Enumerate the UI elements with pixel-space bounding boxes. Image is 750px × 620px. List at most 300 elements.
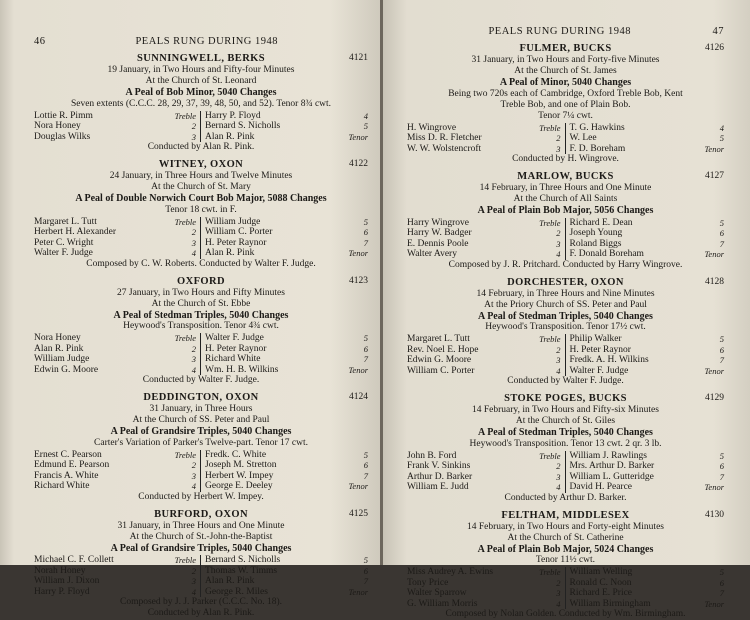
ringer-name: Bernard S. Nicholls (205, 555, 280, 566)
bell-number: 5 (346, 333, 368, 344)
bell-number: 2 (174, 566, 196, 577)
ringer-row (34, 227, 196, 238)
bell-number: Tenor (702, 366, 724, 377)
ringer-name: Bernard S. Nicholls (205, 121, 280, 132)
ringer-name: Richard White (34, 481, 90, 492)
peal-number: 4126 (705, 43, 724, 53)
bell-number: Treble (539, 334, 561, 345)
band-column (566, 567, 725, 609)
page-number: 46 (34, 36, 46, 47)
bell-number: 4 (174, 587, 196, 598)
band-table (407, 567, 724, 609)
ringer-name: Harry Wingrove (407, 218, 469, 229)
ringer-name: H. Wingrove (407, 123, 456, 134)
bell-number: 6 (346, 344, 368, 355)
bell-number: 4 (346, 111, 368, 122)
peal-location: MARLOW, BUCKS (407, 171, 724, 183)
ringer-row (205, 460, 368, 471)
ringer-name: F. D. Boreham (570, 144, 626, 155)
running-header (407, 26, 724, 37)
peal-date-place: At the Church of St.-John-the-Baptist (34, 532, 368, 543)
peal-location: DORCHESTER, OXON (407, 277, 724, 289)
ringer-name: Walter F. Judge (205, 333, 264, 344)
bell-number: 2 (174, 344, 196, 355)
ringer-row (407, 355, 561, 366)
bell-number: 5 (702, 334, 724, 345)
ringer-name: Francis A. White (34, 471, 98, 482)
ringer-row (205, 121, 368, 132)
bell-number: 3 (539, 355, 561, 366)
peal-date-place: At the Church of St. Catherine (407, 533, 724, 544)
ringer-row (407, 345, 561, 356)
bell-number: 6 (702, 461, 724, 472)
conductor-line: Conducted by Arthur D. Barker. (407, 493, 724, 504)
bell-number: 3 (174, 354, 196, 365)
ringer-name: Walter F. Judge (34, 248, 93, 259)
bell-number: 5 (346, 450, 368, 461)
ringer-name: William Birmingham (570, 599, 651, 610)
peal-method: A Peal of Stedman Triples, 5040 Changes (407, 427, 724, 439)
band-column (566, 451, 725, 493)
ringer-row (570, 599, 725, 610)
ringer-row (570, 355, 725, 366)
peal-details: Carter's Variation of Parker's Twelve-part. Tenor 17 cwt. (34, 438, 368, 449)
bell-number: 3 (174, 576, 196, 587)
bell-number: 7 (346, 471, 368, 482)
peal-location: BURFORD, OXON (34, 509, 368, 521)
bell-number: Tenor (702, 482, 724, 493)
ringer-row (407, 451, 561, 462)
peal-location: SUNNINGWELL, BERKS (34, 53, 368, 65)
peal-date-place: At the Church of SS. Peter and Paul (34, 415, 368, 426)
peal-location: WITNEY, OXON (34, 159, 368, 171)
ringer-name: Harry P. Floyd (34, 587, 90, 598)
peal-date-place: 19 January, in Two Hours and Fifty-four Minutes (34, 65, 368, 76)
peal-entry (34, 53, 368, 153)
band-table (34, 111, 368, 143)
ringer-name: E. Dennis Poole (407, 239, 468, 250)
peal-method: A Peal of Plain Bob Major, 5056 Changes (407, 205, 724, 217)
ringer-row (34, 333, 196, 344)
ringer-name: Douglas Wilks (34, 132, 90, 143)
bell-number: 4 (539, 366, 561, 377)
ringer-row (34, 576, 196, 587)
bell-number: 5 (702, 451, 724, 462)
ringer-row (34, 248, 196, 259)
ringer-row (34, 111, 196, 122)
ringer-name: William J. Dixon (34, 576, 99, 587)
bell-number: Treble (174, 217, 196, 228)
bell-number: 6 (702, 228, 724, 239)
ringer-name: Walter Sparrow (407, 588, 467, 599)
ringer-name: Harry W. Badger (407, 228, 472, 239)
band-column (407, 451, 566, 493)
bell-number: 5 (346, 555, 368, 566)
ringer-name: Richard E. Dean (570, 218, 633, 229)
ringer-name: Edwin G. Moore (407, 355, 471, 366)
ringer-row (205, 566, 368, 577)
bell-number: Treble (174, 111, 196, 122)
ringer-row (570, 461, 725, 472)
peal-location: FULMER, BUCKS (407, 43, 724, 55)
running-head: PEALS RUNG DURING 1948 (46, 36, 369, 47)
ringer-name: Nora Honey (34, 121, 81, 132)
bell-number: 3 (539, 472, 561, 483)
bell-number: 3 (539, 588, 561, 599)
peal-number: 4122 (349, 159, 368, 169)
ringer-row (570, 228, 725, 239)
ringer-row (205, 354, 368, 365)
bell-number: Treble (174, 555, 196, 566)
bell-number: 4 (174, 365, 196, 376)
ringer-row (205, 344, 368, 355)
bell-number: Treble (539, 123, 561, 134)
bell-number: 4 (702, 123, 724, 134)
ringer-name: Joseph Young (570, 228, 623, 239)
ringer-name: Michael C. F. Collett (34, 555, 114, 566)
running-head: PEALS RUNG DURING 1948 (407, 26, 713, 37)
bell-number: 7 (702, 472, 724, 483)
ringer-name: Nora Honey (34, 333, 81, 344)
ringer-name: Mrs. Arthur D. Barker (570, 461, 655, 472)
bell-number: 2 (539, 461, 561, 472)
ringer-name: William Judge (205, 217, 260, 228)
peal-method: A Peal of Bob Minor, 5040 Changes (34, 87, 368, 99)
ringer-name: Walter Avery (407, 249, 457, 260)
band-column (201, 217, 368, 259)
band-table (407, 451, 724, 493)
bell-number: 3 (174, 238, 196, 249)
ringer-row (205, 248, 368, 259)
peal-details: Being two 720s each of Cambridge, Oxford Treble Bob, Kent (407, 89, 724, 100)
ringer-row (34, 365, 196, 376)
bell-number: 2 (539, 228, 561, 239)
peal-location: FELTHAM, MIDDLESEX (407, 510, 724, 522)
ringer-row (205, 587, 368, 598)
conductor-line: Conducted by Walter F. Judge. (34, 375, 368, 386)
band-table (34, 217, 368, 259)
peal-method: A Peal of Grandsire Triples, 5040 Changes (34, 426, 368, 438)
ringer-name: Roland Biggs (570, 239, 622, 250)
peal-number: 4121 (349, 53, 368, 63)
ringer-row (407, 218, 561, 229)
peal-list (407, 43, 724, 620)
ringer-row (34, 354, 196, 365)
ringer-row (205, 333, 368, 344)
ringer-row (407, 228, 561, 239)
band-column (201, 333, 368, 375)
ringer-name: George E. Deeley (205, 481, 273, 492)
peal-details: Treble Bob, and one of Plain Bob. (407, 100, 724, 111)
peal-details: Tenor 18 cwt. in F. (34, 205, 368, 216)
bell-number: Treble (174, 333, 196, 344)
band-table (407, 334, 724, 376)
ringer-row (407, 567, 561, 578)
peal-date-place: 31 January, in Two Hours and Forty-five Minutes (407, 55, 724, 66)
ringer-row (570, 451, 725, 462)
peal-details: Heywood's Transposition. Tenor 4¾ cwt. (34, 321, 368, 332)
ringer-name: William J. Rawlings (570, 451, 647, 462)
peal-date-place: 14 February, in Three Hours and Nine Minutes (407, 289, 724, 300)
bell-number: 4 (174, 481, 196, 492)
ringer-name: Herbert W. Impey (205, 471, 273, 482)
ringer-row (407, 144, 561, 155)
ringer-row (570, 239, 725, 250)
band-table (34, 555, 368, 597)
bell-number: Tenor (702, 249, 724, 260)
peal-entry (34, 509, 368, 620)
ringer-row (407, 599, 561, 610)
peal-details: Seven extents (C.C.C. 28, 29, 37, 39, 48, 50, and 52). Tenor 8¾ cwt. (34, 99, 368, 110)
bell-number: Tenor (346, 365, 368, 376)
peal-date-place: At the Church of St. Ebbe (34, 299, 368, 310)
bell-number: Treble (539, 218, 561, 229)
peal-method: A Peal of Stedman Triples, 5040 Changes (407, 311, 724, 323)
right-page (383, 0, 750, 565)
band-table (34, 450, 368, 492)
band-column (407, 123, 566, 155)
bell-number: 3 (174, 132, 196, 143)
ringer-row (570, 472, 725, 483)
ringer-name: H. Peter Raynor (205, 238, 266, 249)
peal-entry (407, 171, 724, 271)
bell-number: Tenor (346, 481, 368, 492)
ringer-row (407, 133, 561, 144)
ringer-name: Richard E. Price (570, 588, 633, 599)
peal-entry (34, 392, 368, 503)
ringer-name: William L. Gutteridge (570, 472, 654, 483)
ringer-row (570, 334, 725, 345)
ringer-name: William Judge (34, 354, 89, 365)
bell-number: 5 (346, 121, 368, 132)
peal-date-place: At the Church of St. Leonard (34, 76, 368, 87)
peal-method: A Peal of Plain Bob Major, 5024 Changes (407, 544, 724, 556)
ringer-row (205, 576, 368, 587)
ringer-name: Walter F. Judge (570, 366, 629, 377)
bell-number: 6 (346, 566, 368, 577)
bell-number: 7 (346, 354, 368, 365)
peal-details: Tenor 7¼ cwt. (407, 111, 724, 122)
band-column (407, 218, 566, 260)
ringer-row (205, 481, 368, 492)
band-column (201, 555, 368, 597)
bell-number: 3 (174, 471, 196, 482)
ringer-row (34, 587, 196, 598)
conductor-line: Composed by C. W. Roberts. Conducted by Walter F. Judge. (34, 259, 368, 270)
peal-number: 4123 (349, 276, 368, 286)
ringer-name: Margaret L. Tutt (34, 217, 97, 228)
ringer-row (205, 555, 368, 566)
ringer-name: Miss D. R. Fletcher (407, 133, 482, 144)
band-column (566, 123, 725, 155)
left-page (0, 0, 380, 565)
peal-method: A Peal of Double Norwich Court Bob Major, 5088 Changes (34, 193, 368, 205)
ringer-name: Thomas W. Timms (205, 566, 277, 577)
bell-number: 4 (539, 599, 561, 610)
ringer-row (34, 460, 196, 471)
ringer-row (407, 123, 561, 134)
ringer-row (34, 566, 196, 577)
peal-date-place: At the Church of All Saints (407, 194, 724, 205)
conductor-line: Conducted by Herbert W. Impey. (34, 492, 368, 503)
ringer-row (407, 366, 561, 377)
ringer-row (34, 121, 196, 132)
ringer-row (34, 555, 196, 566)
ringer-row (407, 461, 561, 472)
conductor-line: Conducted by Alan R. Pink. (34, 608, 368, 619)
ringer-name: Miss Audrey A. Ewins (407, 567, 493, 578)
peal-date-place: 27 January, in Two Hours and Fifty Minutes (34, 288, 368, 299)
peal-date-place: 14 February, in Two Hours and Forty-eight Minutes (407, 522, 724, 533)
ringer-name: Margaret L. Tutt (407, 334, 470, 345)
ringer-name: Lottie R. Pimm (34, 111, 93, 122)
bell-number: Treble (539, 567, 561, 578)
ringer-row (570, 366, 725, 377)
ringer-name: Alan R. Pink (205, 132, 254, 143)
conductor-line: Conducted by Alan R. Pink. (34, 142, 368, 153)
peal-number: 4124 (349, 392, 368, 402)
ringer-name: John B. Ford (407, 451, 456, 462)
bell-number: Tenor (702, 599, 724, 610)
ringer-row (205, 450, 368, 461)
ringer-row (407, 482, 561, 493)
ringer-row (570, 588, 725, 599)
ringer-row (205, 471, 368, 482)
ringer-name: Fredk. C. White (205, 450, 266, 461)
ringer-row (205, 111, 368, 122)
bell-number: 6 (346, 460, 368, 471)
peal-number: 4128 (705, 277, 724, 287)
conductor-line: Conducted by H. Wingrove. (407, 154, 724, 165)
ringer-name: Ernest C. Pearson (34, 450, 102, 461)
ringer-row (34, 481, 196, 492)
ringer-name: H. Peter Raynor (205, 344, 266, 355)
bell-number: 4 (539, 249, 561, 260)
band-column (34, 450, 201, 492)
ringer-name: Alan R. Pink (34, 344, 83, 355)
bell-number: 6 (346, 227, 368, 238)
ringer-row (34, 450, 196, 461)
peal-entry (407, 510, 724, 620)
peal-date-place: 14 February, in Three Hours and One Minute (407, 183, 724, 194)
peal-date-place: At the Church of St. Giles (407, 416, 724, 427)
peal-method: A Peal of Grandsire Triples, 5040 Changes (34, 543, 368, 555)
ringer-name: Fredk. A. H. Wilkins (570, 355, 649, 366)
band-column (34, 217, 201, 259)
ringer-name: Herbert H. Alexander (34, 227, 116, 238)
peal-date-place: 31 January, in Three Hours (34, 404, 368, 415)
conductor-line: Conducted by Walter F. Judge. (407, 376, 724, 387)
ringer-row (407, 578, 561, 589)
ringer-name: Frank V. Sinkins (407, 461, 470, 472)
band-table (407, 218, 724, 260)
peal-location: OXFORD (34, 276, 368, 288)
band-column (566, 218, 725, 260)
bell-number: 2 (174, 121, 196, 132)
ringer-name: Philip Walker (570, 334, 622, 345)
page-number: 47 (713, 26, 725, 37)
ringer-name: Edmund E. Pearson (34, 460, 109, 471)
peal-entry (407, 43, 724, 165)
peal-date-place: 24 January, in Three Hours and Twelve Minutes (34, 171, 368, 182)
ringer-row (34, 238, 196, 249)
bell-number: 7 (702, 355, 724, 366)
peal-entry (407, 393, 724, 504)
bell-number: 6 (702, 345, 724, 356)
ringer-name: Edwin G. Moore (34, 365, 98, 376)
running-header (34, 36, 368, 47)
ringer-row (205, 217, 368, 228)
ringer-name: Rev. Noel E. Hope (407, 345, 478, 356)
bell-number: 7 (702, 588, 724, 599)
band-column (407, 567, 566, 609)
bell-number: Tenor (346, 587, 368, 598)
bell-number: 7 (346, 238, 368, 249)
peal-details: Heywood's Transposition. Tenor 17½ cwt. (407, 322, 724, 333)
ringer-name: Joseph M. Stretton (205, 460, 277, 471)
ringer-name: F. Donald Boreham (570, 249, 644, 260)
ringer-name: George R. Miles (205, 587, 268, 598)
ringer-row (407, 334, 561, 345)
peal-entry (34, 159, 368, 270)
peal-date-place: 31 January, in Three Hours and One Minute (34, 521, 368, 532)
ringer-name: Norah Honey (34, 566, 85, 577)
conductor-line: Composed by J. J. Parker (C.C.C. No. 18). (34, 597, 368, 608)
peal-details: Heywood's Transposition. Tenor 13 cwt. 2 qr. 3 lb. (407, 439, 724, 450)
ringer-row (205, 365, 368, 376)
ringer-row (570, 482, 725, 493)
ringer-row (205, 238, 368, 249)
bell-number: 3 (539, 239, 561, 250)
ringer-name: T. G. Hawkins (570, 123, 625, 134)
ringer-row (205, 227, 368, 238)
ringer-name: William C. Porter (205, 227, 272, 238)
band-column (566, 334, 725, 376)
bell-number: 7 (702, 239, 724, 250)
ringer-row (34, 344, 196, 355)
ringer-name: Richard White (205, 354, 261, 365)
ringer-row (570, 345, 725, 356)
peal-entry (407, 277, 724, 388)
ringer-name: William E. Judd (407, 482, 469, 493)
bell-number: 2 (539, 345, 561, 356)
ringer-row (570, 144, 725, 155)
peal-list (34, 53, 368, 619)
ringer-name: Harry P. Floyd (205, 111, 261, 122)
ringer-row (570, 133, 725, 144)
bell-number: Tenor (346, 132, 368, 143)
bell-number: 5 (702, 133, 724, 144)
ringer-name: Wm. H. B. Wilkins (205, 365, 278, 376)
bell-number: Tenor (702, 144, 724, 155)
ringer-name: W. W. Wolstencroft (407, 144, 481, 155)
bell-number: 3 (539, 144, 561, 155)
peal-number: 4129 (705, 393, 724, 403)
band-column (34, 555, 201, 597)
peal-number: 4130 (705, 510, 724, 520)
peal-location: STOKE POGES, BUCKS (407, 393, 724, 405)
ringer-name: Tony Price (407, 578, 448, 589)
ringer-row (34, 471, 196, 482)
ringer-row (407, 588, 561, 599)
peal-date-place: 14 February, in Two Hours and Fifty-six Minutes (407, 405, 724, 416)
band-table (34, 333, 368, 375)
peal-date-place: At the Priory Church of SS. Peter and Paul (407, 300, 724, 311)
ringer-name: W. Lee (570, 133, 597, 144)
ringer-row (570, 578, 725, 589)
peal-number: 4125 (349, 509, 368, 519)
ringer-name: Alan R. Pink (205, 248, 254, 259)
